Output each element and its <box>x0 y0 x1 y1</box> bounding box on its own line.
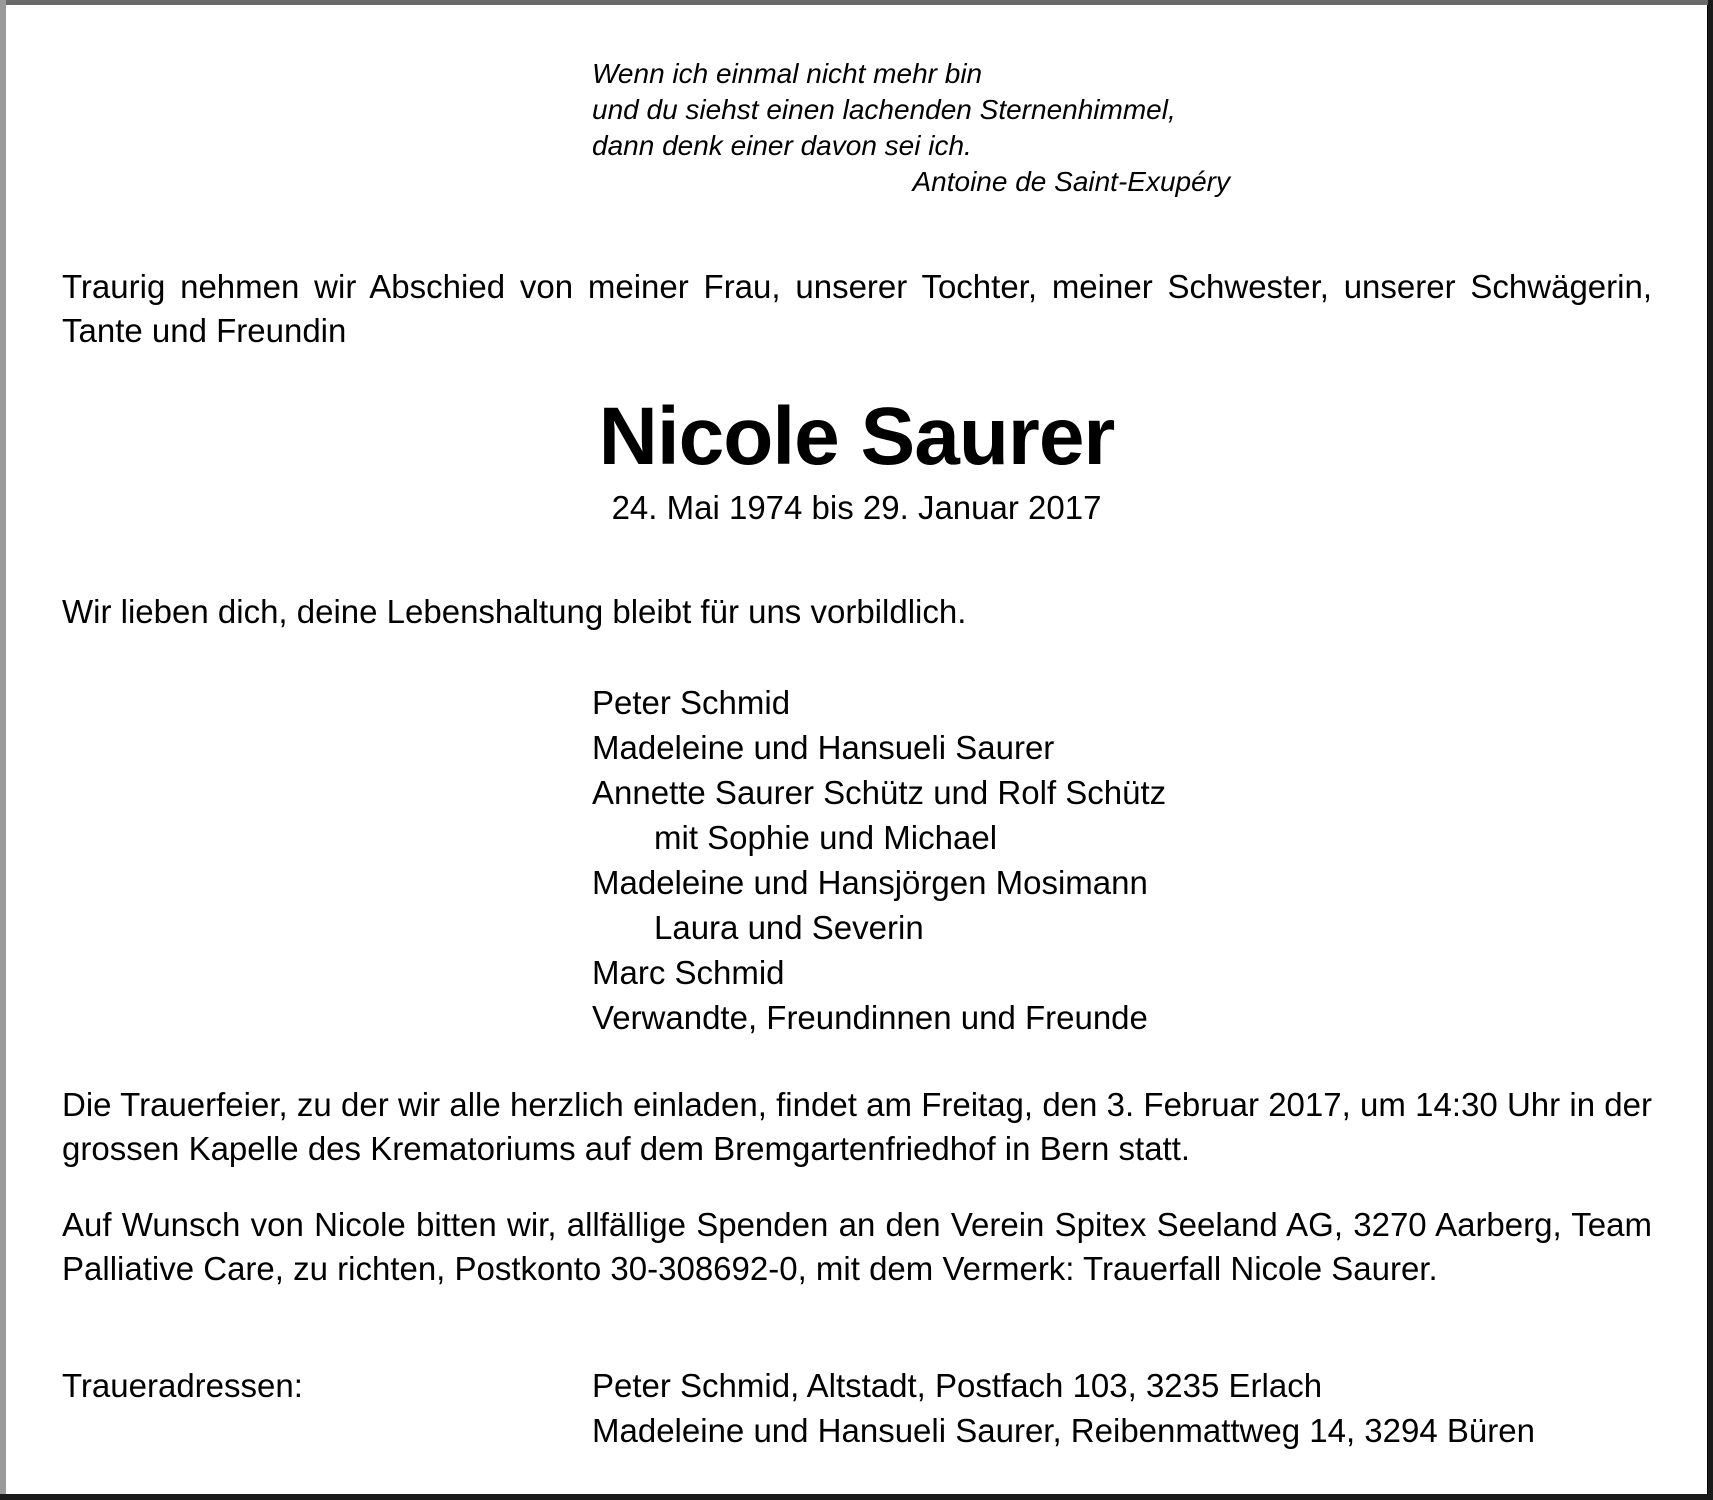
signer: Verwandte, Freundinnen und Freunde <box>592 999 1148 1036</box>
intro-paragraph: Traurig nehmen wir Abschied von meiner Frau, unserer Tochter, meiner Schwester, unserer Schwägerin, Tante und Freundin <box>62 268 1652 349</box>
address-line: Peter Schmid, Altstadt, Postfach 103, 3235 Erlach <box>592 1367 1323 1404</box>
border-bottom <box>0 1494 1713 1500</box>
border-left <box>0 0 6 1500</box>
address-line: Madeleine und Hansueli Saurer, Reibenmattweg 14, 3294 Büren <box>592 1412 1535 1449</box>
life-dates: 24. Mai 1974 bis 29. Januar 2017 <box>611 489 1102 526</box>
border-top <box>0 0 1713 5</box>
signers-list <box>592 680 1166 1040</box>
quote-line: Wenn ich einmal nicht mehr bin <box>592 58 983 89</box>
signer: Madeleine und Hansjörgen Mosimann <box>592 864 1148 901</box>
ceremony-paragraph: Die Trauerfeier, zu der wir alle herzlich einladen, findet am Freitag, den 3. Februar 2017, um 14:30 Uhr in der grossen Kapelle des Krematoriums auf dem Bremgartenfriedhof in Bern statt. <box>62 1086 1652 1167</box>
epigraph-quote <box>592 56 1242 200</box>
signer: Marc Schmid <box>592 954 785 991</box>
donations-paragraph: Auf Wunsch von Nicole bitten wir, allfällige Spenden an den Verein Spitex Seeland AG, 3270 Aarberg, Team Palliative Care, zu richten, Postkonto 30-308692-0, mit dem Vermerk: Trauerfall Nicole Saurer. <box>62 1206 1652 1287</box>
signer: Madeleine und Hansueli Saurer <box>592 729 1055 766</box>
signer: Annette Saurer Schütz und Rolf Schütz <box>592 774 1167 811</box>
addresses-list <box>592 1363 1535 1453</box>
signer-children: mit Sophie und Michael <box>654 819 998 856</box>
signer-children: Laura und Severin <box>654 909 924 946</box>
quote-line: dann denk einer davon sei ich. <box>592 130 972 161</box>
addresses-label: Traueradressen: <box>62 1367 303 1404</box>
deceased-name: Nicole Saurer <box>598 391 1115 482</box>
border-right <box>1708 0 1713 1500</box>
quote-line: und du siehst einen lachenden Sternenhimmel, <box>592 94 1176 125</box>
tribute-line: Wir lieben dich, deine Lebenshaltung bleibt für uns vorbildlich. <box>62 593 967 630</box>
signer: Peter Schmid <box>592 684 791 721</box>
quote-author: Antoine de Saint-Exupéry <box>912 166 1230 197</box>
